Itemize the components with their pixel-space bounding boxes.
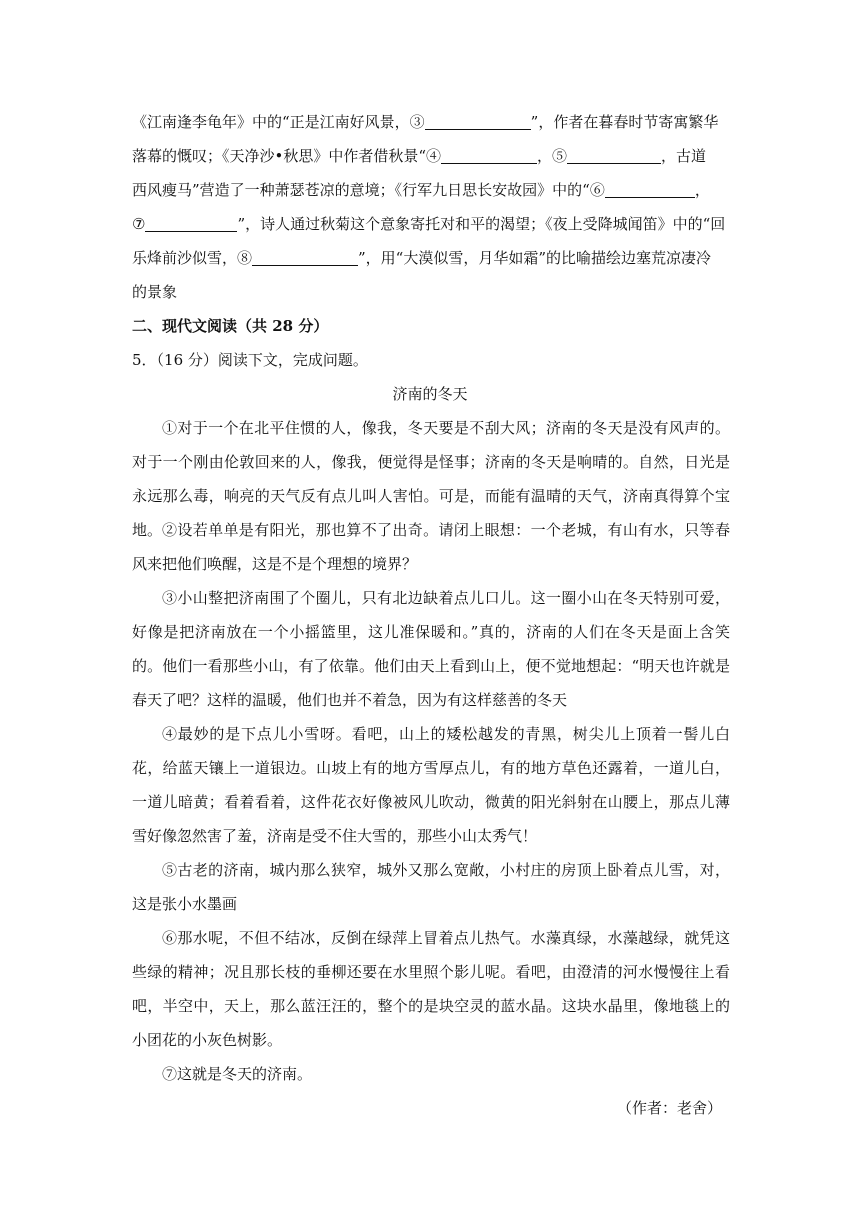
article-author: （作者：老舍） — [616, 1099, 722, 1117]
answer-blank-5[interactable] — [567, 145, 661, 164]
fill-text: 乐烽前沙似雪，⑧ — [132, 249, 253, 267]
fill-text: ， — [694, 181, 710, 199]
fill-text: ，⑤ — [537, 147, 568, 165]
answer-blank-3[interactable] — [425, 111, 531, 130]
question-prompt: 5．（16 分）阅读下文，完成问题。 — [132, 351, 368, 369]
fill-text: 《江南逢李龟年》中的“正是江南好风景，③ — [132, 113, 425, 131]
fill-line-5 — [132, 241, 711, 275]
answer-blank-8[interactable] — [252, 247, 358, 266]
fill-line-2 — [132, 139, 706, 173]
fill-text: 的景象 — [132, 283, 178, 301]
fill-text: ”，诗人通过秋菊这个意象寄托对和平的渴望；《夜上受降城闻笛》中的“回 — [237, 215, 726, 233]
answer-blank-6[interactable] — [605, 179, 695, 198]
article-paragraph-1: ①对于一个在北平住惯的人，像我，冬天要是不刮大风；济南的冬天是没有风声的。对于一个刚由伦敦回来的人，像我，便觉得是怪事；济南的冬天是响晴的。自然，日光是永远那么毒，响亮的天气反有点儿叫人害怕。可是，而能有温晴的天气，济南真得算个宝地。 — [132, 419, 730, 539]
fill-text: 落幕的慨叹；《天净沙•秋思》中作者借秋景“④ — [132, 147, 442, 165]
article-paragraph-7: ⑦这就是冬天的济南。 — [162, 1065, 313, 1083]
fill-text: 西风瘦马”营造了一种萧瑟苍凉的意境；《行军九日思长安故园》中的“⑥ — [132, 181, 605, 199]
article-title: 济南的冬天 — [392, 385, 468, 403]
section-heading: 二、现代文阅读（共 28 分） — [132, 317, 329, 335]
article-paragraph-4: ④最妙的是下点儿小雪呀。看吧，山上的矮松越发的青黑，树尖儿上顶着一髻儿白花，给蓝天镶上一道银边。山坡上有的地方雪厚点儿，有的地方草色还露着，一道儿白，一道儿暗黄；看着看着，这件花衣好像被风儿吹动，微黄的阳光斜射在山腰上，那点儿薄雪好像忽然害了羞，济南是受不住大雪的，那些小山太秀气！ — [132, 725, 730, 845]
fill-text: ⑦ — [132, 215, 146, 233]
fill-line-6 — [132, 275, 177, 309]
article-paragraph-6: ⑥那水呢，不但不结冰，反倒在绿萍上冒着点儿热气。水藻真绿，水藻越绿，就凭这些绿的精神；况且那长枝的垂柳还要在水里照个影儿呢。看吧，由澄清的河水慢慢往上看吧，半空中，天上，那么蓝汪汪的，整个的是块空灵的蓝水晶。这块水晶里，像地毯上的小团花的小灰色树影。 — [132, 929, 730, 1049]
article-paragraph-2: ②设若单单是有阳光，那也算不了出奇。请闭上眼想：一个老城，有山有水，只等春风来把他们唤醒，这是不是个理想的境界？ — [132, 521, 730, 573]
fill-text: ”，作者在暮春时节寄寓繁华 — [530, 113, 719, 131]
article-paragraph-3: ③小山整把济南围了个圈儿，只有北边缺着点儿口儿。这一圈小山在冬天特别可爱，好像是把济南放在一个小摇篮里，这儿准保暖和。”真的，济南的人们在冬天是面上含笑的。他们一看那些小山，有了依靠。他们由天上看到山上，便不觉地想起：“明天也许就是春天了吧？这样的温暖，他们也并不着急，因为有这样慈善的冬天 — [132, 589, 730, 709]
fill-line-1 — [132, 105, 718, 139]
fill-line-4 — [132, 207, 725, 241]
article-paragraph-5: ⑤古老的济南，城内那么狭窄，城外又那么宽敞，小村庄的房顶上卧着点儿雪，对，这是张小水墨画 — [132, 861, 730, 913]
fill-text: ”，用“大漠似雪，月华如霜”的比喻描绘边塞荒凉凄冷 — [358, 249, 712, 267]
fill-text: ，古道 — [661, 147, 707, 165]
answer-blank-4[interactable] — [441, 145, 537, 164]
fill-line-3 — [132, 173, 710, 207]
answer-blank-7[interactable] — [145, 213, 237, 232]
